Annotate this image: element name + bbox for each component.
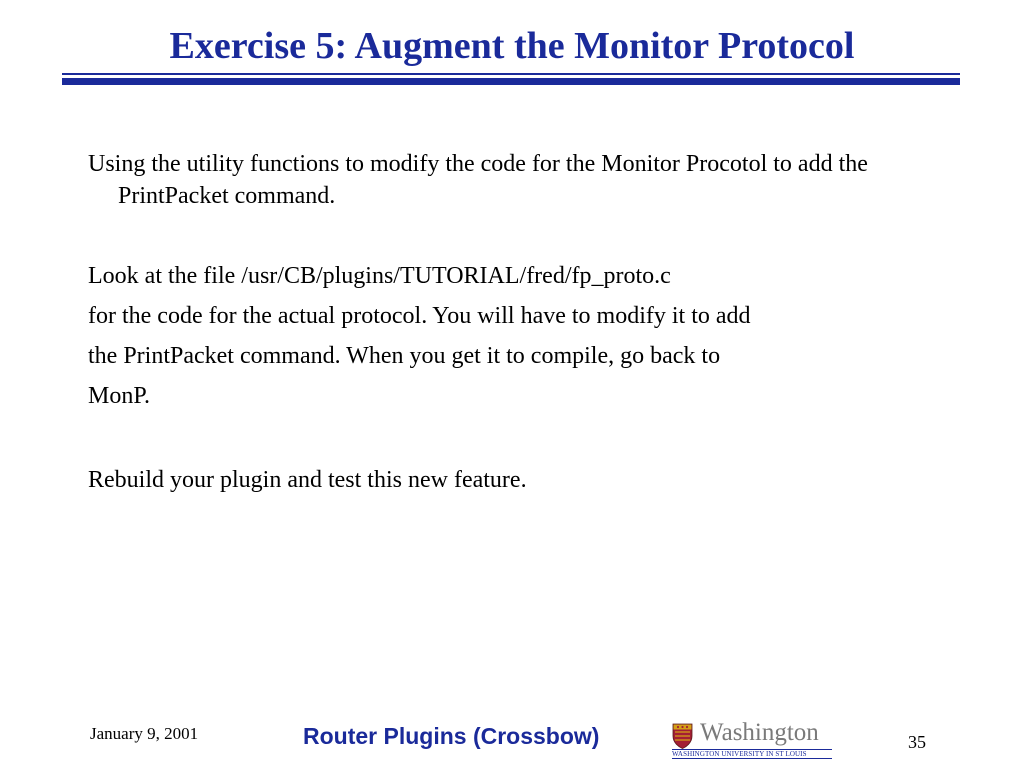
logo-subtitle: WASHINGTON UNIVERSITY IN ST LOUIS [672,750,807,758]
paragraph-actual-protocol: for the code for the actual protocol. You will have to modify it to add [88,303,751,329]
logo-wordmark: Washington [700,719,819,746]
paragraph-monp: MonP. [88,383,151,409]
footer-title: Router Plugins (Crossbow) [303,723,600,749]
title-rule-thin [62,73,960,75]
shield-crest-icon [672,723,693,749]
title-rule-thick [62,78,960,85]
footer-date: January 9, 2001 [90,724,199,743]
washington-university-logo [672,719,834,762]
paragraph-rebuild-plugin: Rebuild your plugin and test this new feature. [88,467,527,493]
page-number: 35 [908,732,926,752]
paragraph-utility-functions: Using the utility functions to modify the code for the Monitor Procotol to add the PrintPacket command. [88,151,868,209]
slide-title: Exercise 5: Augment the Monitor Protocol [169,25,855,67]
paragraph-look-at-file: Look at the file /usr/CB/plugins/TUTORIAL/fred/fp_proto.c [88,263,671,289]
logo-rule-bottom [672,758,832,759]
paragraph-printpacket-compile: the PrintPacket command. When you get it to compile, go back to [88,343,721,369]
